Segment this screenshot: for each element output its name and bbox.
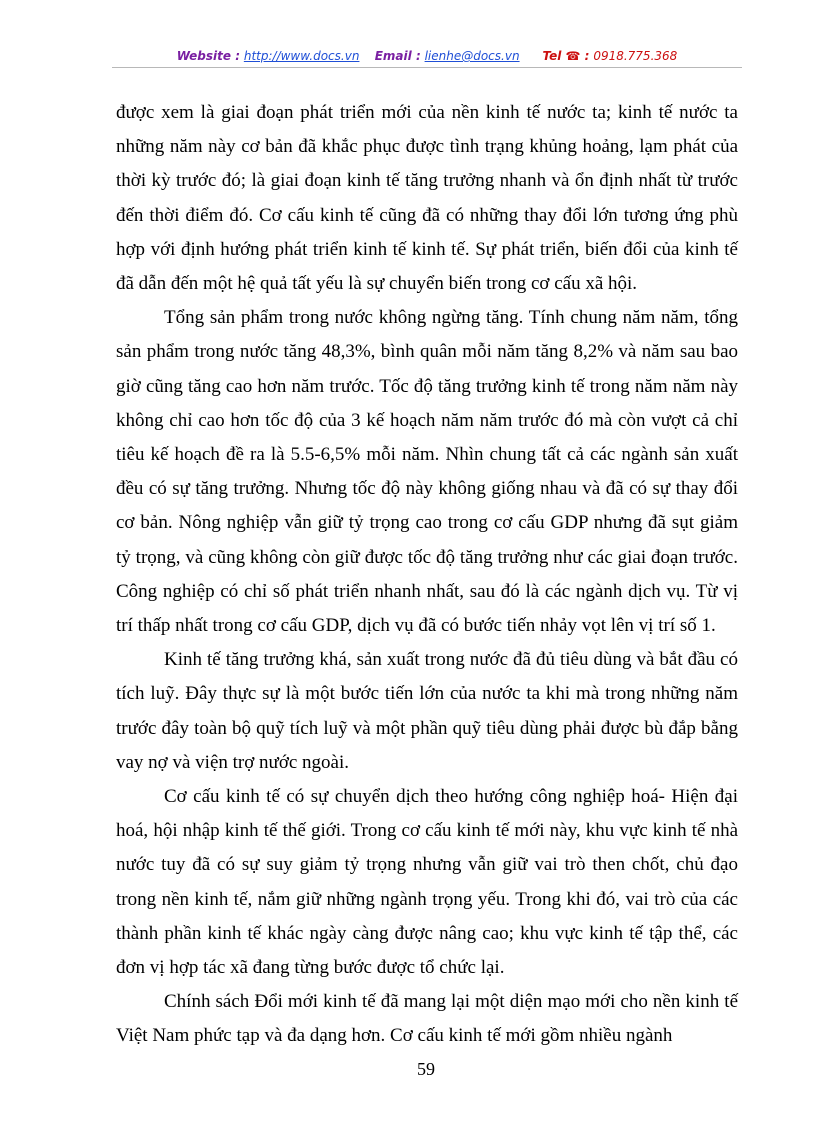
email-link[interactable]: lienhe@docs.vn (424, 49, 520, 63)
page-number: 59 (417, 1059, 435, 1079)
email-label: Email : (374, 49, 421, 63)
tel-label: Tel ☎ : (542, 49, 590, 63)
paragraph: Tổng sản phẩm trong nước không ngừng tăng. Tính chung năm năm, tổng sản phẩm trong nước tăng 48,3%, bình quân mỗi năm tăng 8,2% và năm sau bao giờ cũng tăng cao hơn năm trước. Tốc độ tăng trưởng kinh tế trong năm năm này không chỉ cao hơn tốc độ của 3 kế hoạch năm năm trước đó mà còn vượt cả chỉ tiêu kế hoạch đề ra là 5.5-6,5% mỗi năm. Nhìn chung tất cả các ngành sản xuất đều có sự tăng trưởng. Nhưng tốc độ này không giống nhau và đã có sự thay đổi cơ bản. Nông nghiệp vẫn giữ tỷ trọng cao trong cơ cấu GDP nhưng đã sụt giảm tỷ trọng, và cũng không còn giữ được tốc độ tăng trưởng như các giai đoạn trước. Công nghiệp có chỉ số phát triển nhanh nhất, sau đó là các ngành dịch vụ. Từ vị trí thấp nhất trong cơ cấu GDP, dịch vụ đã có bước tiến nhảy vọt lên vị trí số 1. (116, 307, 738, 637)
document-body (116, 96, 738, 1054)
paragraph: Cơ cấu kinh tế có sự chuyển dịch theo hướng công nghiệp hoá- Hiện đại hoá, hội nhập kinh tế thế giới. Trong cơ cấu kinh tế mới này, khu vực kinh tế nhà nước tuy đã có sự suy giảm tỷ trọng nhưng vẫn giữ vai trò then chốt, chủ đạo trong nền kinh tế, nắm giữ những ngành trọng yếu. Trong khi đó, vai trò của các thành phần kinh tế khác ngày càng được nâng cao; khu vực kinh tế tập thể, các đơn vị hợp tác xã đang từng bước được tổ chức lại. (116, 786, 738, 979)
paragraph: Kinh tế tăng trưởng khá, sản xuất trong nước đã đủ tiêu dùng và bắt đầu có tích luỹ. Đây thực sự là một bước tiến lớn của nước ta khi mà trong những năm trước đây toàn bộ quỹ tích luỹ và một phần quỹ tiêu dùng phải được bù đắp bằng vay nợ và viện trợ nước ngoài. (116, 649, 738, 773)
header-divider (112, 67, 742, 68)
tel-number: 0918.775.368 (593, 49, 678, 63)
paragraph: Chính sách Đổi mới kinh tế đã mang lại một diện mạo mới cho nền kinh tế Việt Nam phức tạp và đa dạng hơn. Cơ cấu kinh tế mới gồm nhiều ngành (116, 991, 738, 1047)
paragraph-continuation: được xem là giai đoạn phát triển mới của nền kinh tế nước ta; kinh tế nước ta những năm này cơ bản đã khắc phục được tình trạng khủng hoảng, lạm phát của thời kỳ trước đó; là giai đoạn kinh tế tăng trưởng nhanh và ổn định nhất từ trước đến thời điểm đó. Cơ cấu kinh tế cũng đã có những thay đổi lớn tương ứng phù hợp với định hướng phát triển kinh tế kinh tế. Sự phát triển, biến đổi của kinh tế đã dẫn đến một hệ quả tất yếu là sự chuyển biến trong cơ cấu xã hội. (116, 102, 738, 295)
website-label: Website : (176, 49, 241, 63)
page-header (112, 46, 742, 66)
website-link[interactable]: http://www.docs.vn (243, 49, 360, 63)
